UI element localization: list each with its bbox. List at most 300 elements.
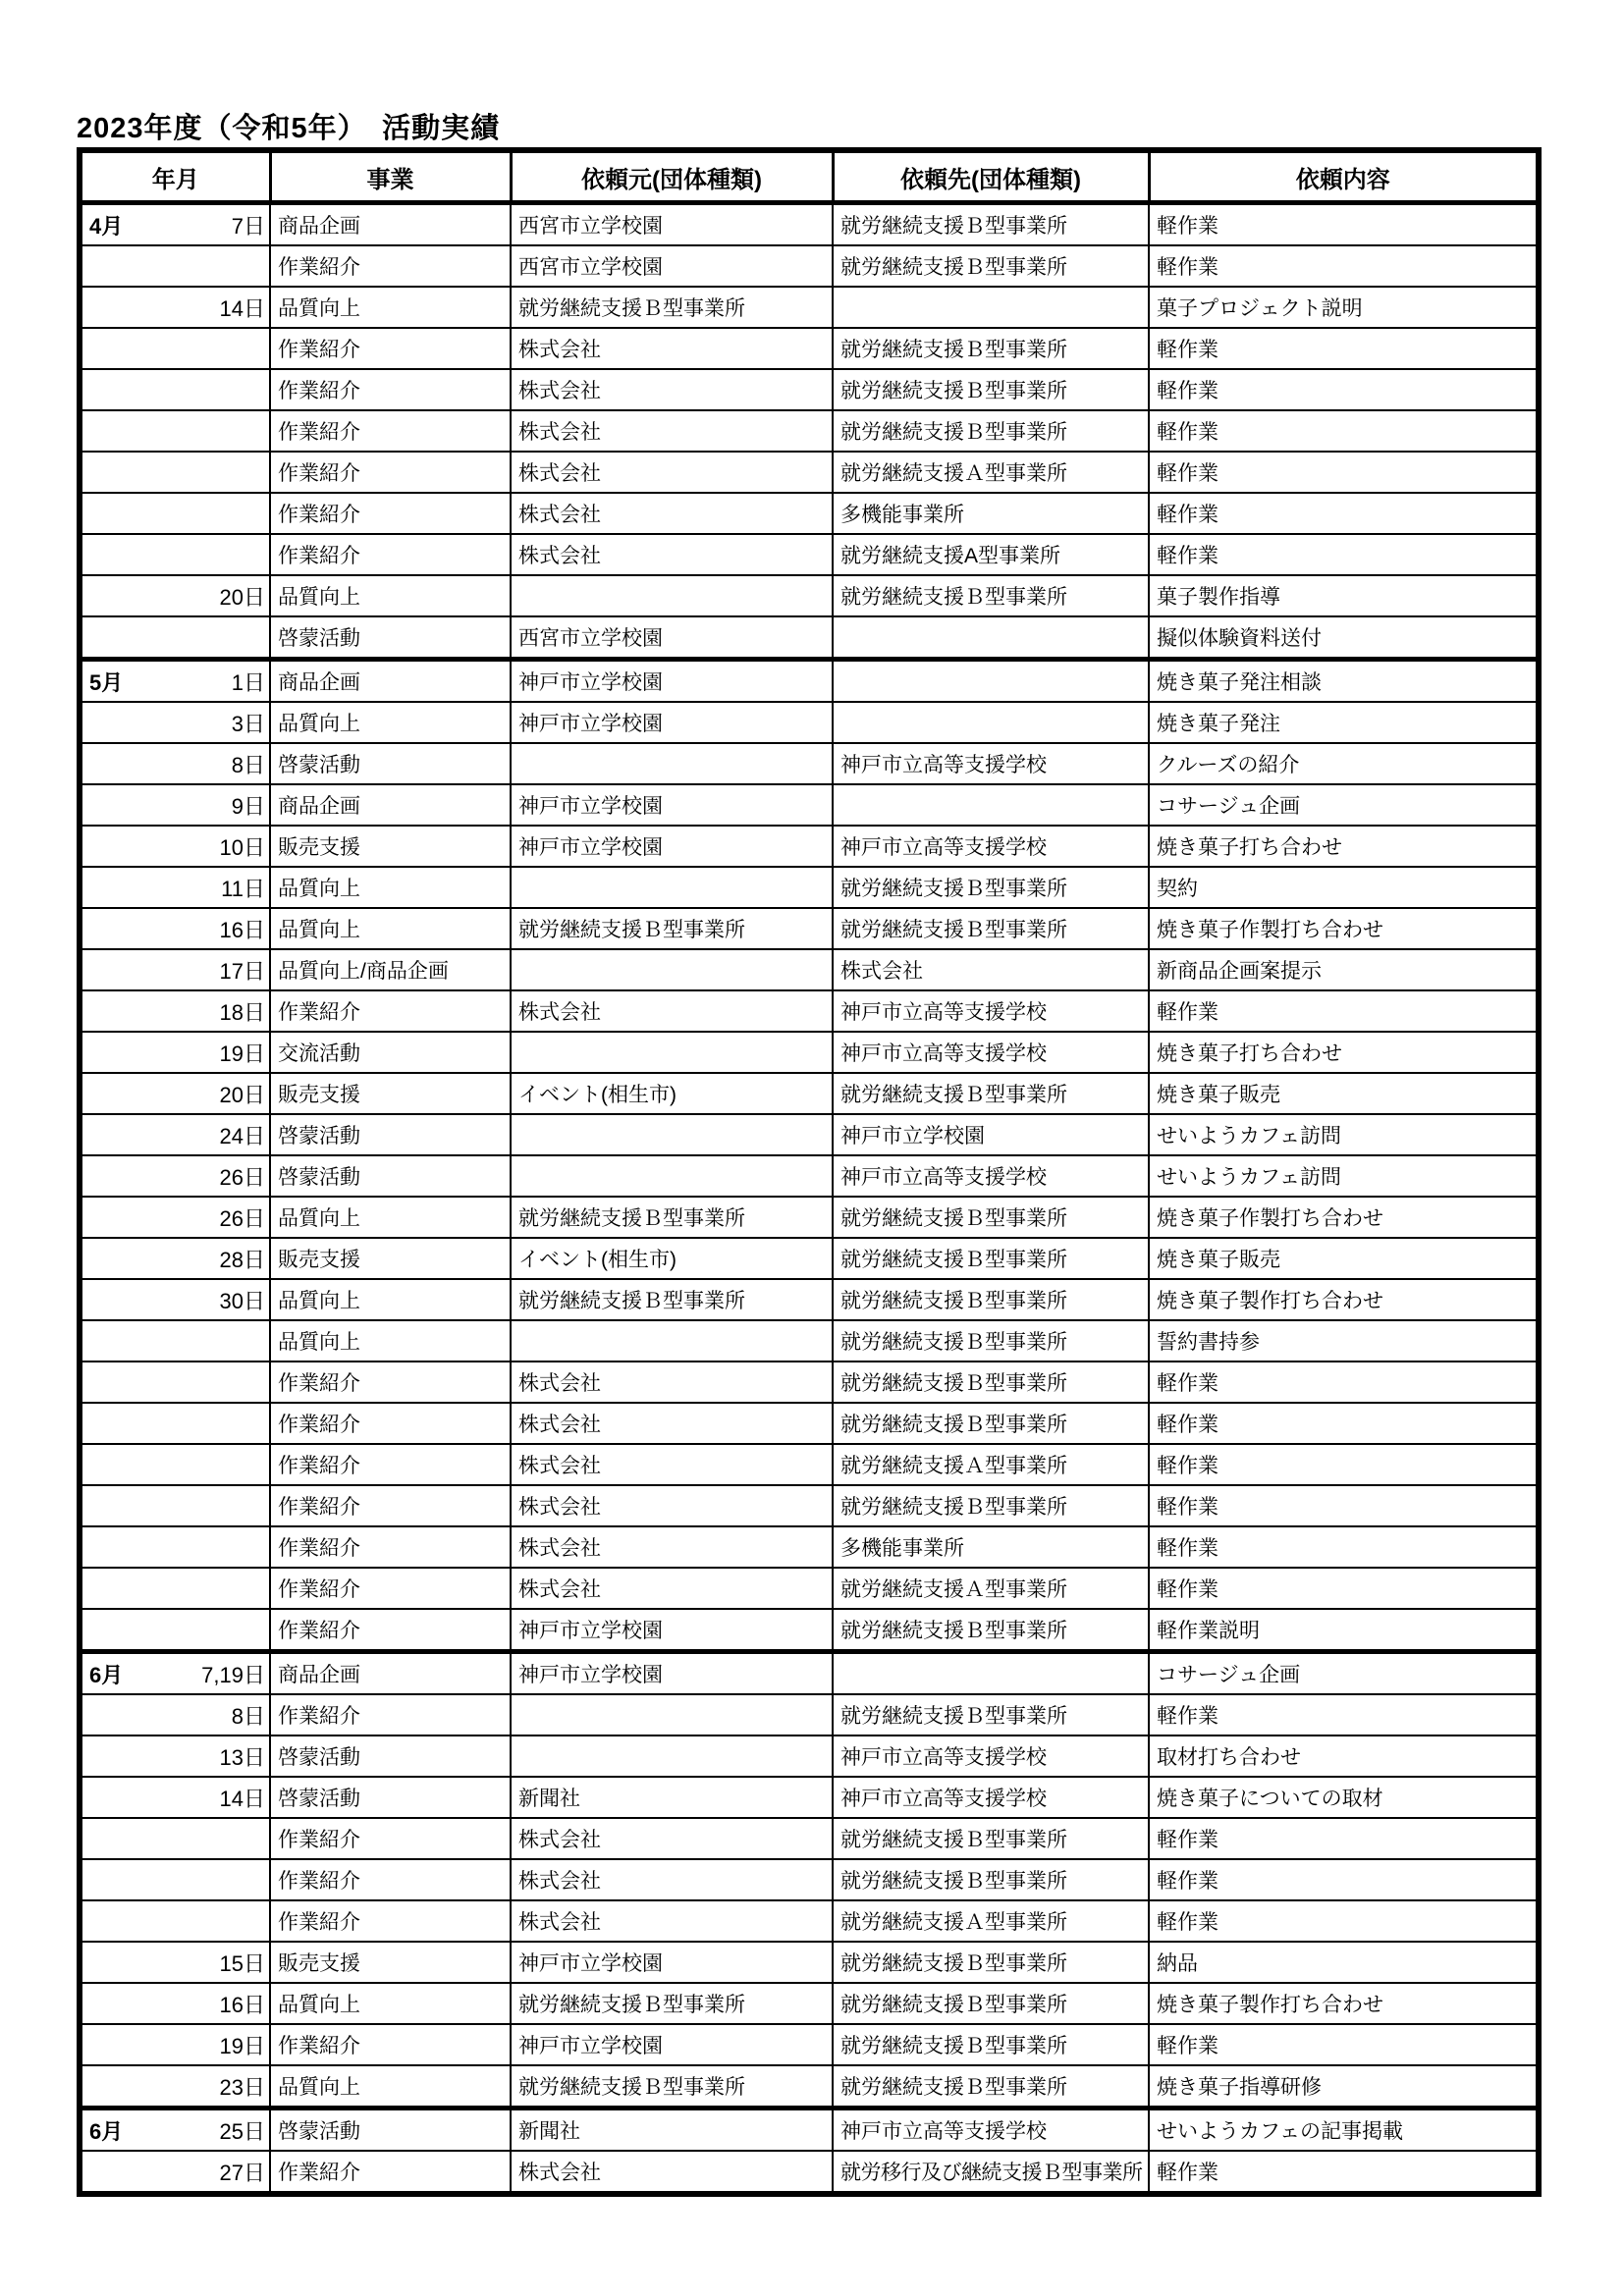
cell-business: 作業紹介: [270, 1694, 511, 1735]
cell-day: 7日: [231, 213, 265, 239]
cell-day: 19日: [219, 2033, 265, 2058]
cell-from: 株式会社: [511, 1403, 833, 1444]
cell-business: 販売支援: [270, 826, 511, 867]
cell-to: 就労継続支援Ｂ型事業所: [833, 1942, 1149, 1983]
cell-from: 株式会社: [511, 452, 833, 493]
cell-year-month: [80, 2109, 270, 2152]
cell-content: 軽作業: [1149, 452, 1539, 493]
cell-from: 株式会社: [511, 410, 833, 452]
cell-from: [511, 575, 833, 616]
cell-business: 作業紹介: [270, 1568, 511, 1609]
cell-day: 13日: [219, 1744, 265, 1770]
page-title: 2023年度（令和5年） 活動実績: [77, 113, 501, 144]
table-row: [80, 534, 1539, 575]
cell-from: 株式会社: [511, 1568, 833, 1609]
header-cell-to: 依頼先(団体種類): [833, 150, 1149, 203]
cell-from: 株式会社: [511, 1900, 833, 1942]
cell-content: 軽作業: [1149, 1526, 1539, 1568]
cell-business: 作業紹介: [270, 1900, 511, 1942]
cell-content: 菓子プロジェクト説明: [1149, 287, 1539, 328]
cell-to: 就労継続支援Ｂ型事業所: [833, 328, 1149, 369]
cell-year-month: [80, 908, 270, 949]
cell-from: 新聞社: [511, 2109, 833, 2152]
cell-business: 作業紹介: [270, 1362, 511, 1403]
cell-to: 就労継続支援Ｂ型事業所: [833, 1694, 1149, 1735]
cell-day: 11日: [221, 876, 265, 901]
cell-content: 焼き菓子作製打ち合わせ: [1149, 1197, 1539, 1238]
cell-content: 軽作業: [1149, 2151, 1539, 2194]
table-row: [80, 1032, 1539, 1073]
cell-to: 神戸市立学校園: [833, 1114, 1149, 1155]
cell-from: 株式会社: [511, 2151, 833, 2194]
cell-to: 就労継続支援Ａ型事業所: [833, 1444, 1149, 1485]
cell-year-month: [80, 2065, 270, 2109]
cell-from: 神戸市立学校園: [511, 826, 833, 867]
cell-to: 神戸市立高等支援学校: [833, 1777, 1149, 1818]
cell-from: 神戸市立学校園: [511, 784, 833, 826]
cell-business: 品質向上: [270, 702, 511, 743]
cell-content: 焼き菓子製作打ち合わせ: [1149, 1983, 1539, 2024]
cell-year-month: [80, 1526, 270, 1568]
cell-year-month: [80, 534, 270, 575]
table-row: [80, 1609, 1539, 1652]
cell-to: 就労継続支援A型事業所: [833, 534, 1149, 575]
cell-content: 焼き菓子指導研修: [1149, 2065, 1539, 2109]
cell-from: 神戸市立学校園: [511, 660, 833, 703]
table-row: [80, 1777, 1539, 1818]
table-row: [80, 493, 1539, 534]
table-row: [80, 245, 1539, 287]
cell-year-month: [80, 616, 270, 660]
cell-day: 18日: [219, 999, 265, 1025]
cell-to: 就労継続支援Ｂ型事業所: [833, 1238, 1149, 1279]
cell-business: 作業紹介: [270, 1859, 511, 1900]
cell-from: [511, 867, 833, 908]
cell-year-month: [80, 1818, 270, 1859]
cell-day: 23日: [219, 2074, 265, 2100]
table-row: [80, 616, 1539, 660]
cell-business: 商品企画: [270, 784, 511, 826]
table-row: [80, 1694, 1539, 1735]
cell-year-month: [80, 410, 270, 452]
cell-content: 新商品企画案提示: [1149, 949, 1539, 990]
cell-content: 取材打ち合わせ: [1149, 1735, 1539, 1777]
cell-content: 軽作業: [1149, 1859, 1539, 1900]
cell-day: 7,19日: [201, 1662, 265, 1687]
cell-from: 株式会社: [511, 328, 833, 369]
cell-year-month: [80, 1114, 270, 1155]
cell-content: せいようカフェ訪問: [1149, 1114, 1539, 1155]
cell-business: 品質向上: [270, 908, 511, 949]
cell-business: 作業紹介: [270, 328, 511, 369]
cell-day: 8日: [231, 1703, 265, 1729]
table-row: [80, 1320, 1539, 1362]
table-row: [80, 1526, 1539, 1568]
cell-year-month: [80, 369, 270, 410]
cell-year-month: [80, 1568, 270, 1609]
cell-business: 品質向上: [270, 1983, 511, 2024]
cell-business: 販売支援: [270, 1942, 511, 1983]
cell-from: 株式会社: [511, 369, 833, 410]
cell-day: 16日: [219, 1992, 265, 2017]
table-row: [80, 949, 1539, 990]
cell-business: 作業紹介: [270, 245, 511, 287]
cell-to: [833, 784, 1149, 826]
table-row: [80, 328, 1539, 369]
cell-year-month: [80, 1859, 270, 1900]
table-row: [80, 1073, 1539, 1114]
cell-from: [511, 1735, 833, 1777]
cell-to: 就労継続支援Ｂ型事業所: [833, 1609, 1149, 1652]
table-row: [80, 1942, 1539, 1983]
table-row: [80, 743, 1539, 784]
cell-from: 株式会社: [511, 1444, 833, 1485]
cell-content: 納品: [1149, 1942, 1539, 1983]
cell-business: 作業紹介: [270, 990, 511, 1032]
cell-from: [511, 1155, 833, 1197]
cell-business: 品質向上: [270, 867, 511, 908]
cell-content: 軽作業: [1149, 410, 1539, 452]
cell-month: 4月: [89, 213, 124, 239]
cell-from: 就労継続支援Ｂ型事業所: [511, 908, 833, 949]
cell-year-month: [80, 1238, 270, 1279]
header-cell-content: 依頼内容: [1149, 150, 1539, 203]
cell-to: [833, 1652, 1149, 1695]
cell-content: 焼き菓子作製打ち合わせ: [1149, 908, 1539, 949]
cell-year-month: [80, 743, 270, 784]
cell-to: [833, 287, 1149, 328]
cell-content: 擬似体験資料送付: [1149, 616, 1539, 660]
table-row: [80, 660, 1539, 703]
cell-to: 就労継続支援Ｂ型事業所: [833, 2065, 1149, 2109]
cell-year-month: [80, 1609, 270, 1652]
cell-to: 就労継続支援Ｂ型事業所: [833, 1983, 1149, 2024]
cell-business: 啓蒙活動: [270, 743, 511, 784]
cell-from: 西宮市立学校園: [511, 203, 833, 246]
cell-to: 就労継続支援Ａ型事業所: [833, 1568, 1149, 1609]
cell-content: クルーズの紹介: [1149, 743, 1539, 784]
table-row: [80, 287, 1539, 328]
cell-to: 就労継続支援Ｂ型事業所: [833, 1197, 1149, 1238]
cell-day: 27日: [219, 2160, 265, 2185]
cell-to: 多機能事業所: [833, 493, 1149, 534]
cell-from: 株式会社: [511, 1362, 833, 1403]
cell-business: 商品企画: [270, 660, 511, 703]
cell-year-month: [80, 1777, 270, 1818]
cell-content: 焼き菓子打ち合わせ: [1149, 1032, 1539, 1073]
cell-year-month: [80, 1983, 270, 2024]
cell-from: 株式会社: [511, 534, 833, 575]
cell-from: 神戸市立学校園: [511, 1609, 833, 1652]
cell-year-month: [80, 1197, 270, 1238]
cell-to: 就労継続支援Ａ型事業所: [833, 452, 1149, 493]
cell-from: 西宮市立学校園: [511, 245, 833, 287]
cell-to: 神戸市立高等支援学校: [833, 826, 1149, 867]
cell-year-month: [80, 990, 270, 1032]
cell-day: 26日: [219, 1164, 265, 1190]
cell-business: 啓蒙活動: [270, 616, 511, 660]
cell-content: 軽作業説明: [1149, 1609, 1539, 1652]
cell-month: 5月: [89, 669, 124, 695]
cell-year-month: [80, 949, 270, 990]
cell-year-month: [80, 1073, 270, 1114]
cell-day: 9日: [231, 793, 265, 819]
cell-to: 就労継続支援Ｂ型事業所: [833, 245, 1149, 287]
cell-to: 神戸市立高等支援学校: [833, 743, 1149, 784]
cell-year-month: [80, 493, 270, 534]
cell-content: 焼き菓子製作打ち合わせ: [1149, 1279, 1539, 1320]
cell-to: 就労継続支援Ｂ型事業所: [833, 203, 1149, 246]
cell-business: 商品企画: [270, 1652, 511, 1695]
table-row: [80, 1859, 1539, 1900]
cell-business: 作業紹介: [270, 534, 511, 575]
table-row: [80, 990, 1539, 1032]
cell-content: 軽作業: [1149, 1403, 1539, 1444]
cell-month: 6月: [89, 1662, 124, 1687]
cell-to: 神戸市立高等支援学校: [833, 990, 1149, 1032]
cell-business: 啓蒙活動: [270, 1155, 511, 1197]
cell-to: 就労継続支援Ｂ型事業所: [833, 1073, 1149, 1114]
activity-table-body: [80, 203, 1539, 2195]
cell-content: せいようカフェの記事掲載: [1149, 2109, 1539, 2152]
table-row: [80, 1238, 1539, 1279]
table-row: [80, 784, 1539, 826]
cell-from: 神戸市立学校園: [511, 702, 833, 743]
cell-business: 作業紹介: [270, 452, 511, 493]
cell-to: 就労継続支援Ｂ型事業所: [833, 1859, 1149, 1900]
cell-year-month: [80, 1444, 270, 1485]
cell-content: 焼き菓子発注: [1149, 702, 1539, 743]
cell-to: [833, 702, 1149, 743]
table-row: [80, 369, 1539, 410]
header-row: [80, 150, 1539, 203]
cell-to: 就労移行及び継続支援Ｂ型事業所: [833, 2151, 1149, 2194]
cell-business: 啓蒙活動: [270, 1777, 511, 1818]
cell-year-month: [80, 575, 270, 616]
table-row: [80, 1568, 1539, 1609]
cell-year-month: [80, 867, 270, 908]
cell-from: 西宮市立学校園: [511, 616, 833, 660]
cell-year-month: [80, 660, 270, 703]
cell-day: 19日: [219, 1041, 265, 1066]
cell-business: 作業紹介: [270, 1609, 511, 1652]
cell-business: 啓蒙活動: [270, 1114, 511, 1155]
cell-business: 品質向上: [270, 1320, 511, 1362]
cell-content: 軽作業: [1149, 493, 1539, 534]
cell-content: 契約: [1149, 867, 1539, 908]
cell-from: [511, 1032, 833, 1073]
cell-from: [511, 1694, 833, 1735]
cell-from: 就労継続支援Ｂ型事業所: [511, 2065, 833, 2109]
cell-business: 作業紹介: [270, 369, 511, 410]
cell-business: 品質向上: [270, 1197, 511, 1238]
cell-content: 軽作業: [1149, 1568, 1539, 1609]
cell-business: 交流活動: [270, 1032, 511, 1073]
cell-to: 神戸市立高等支援学校: [833, 2109, 1149, 2152]
cell-from: 株式会社: [511, 1526, 833, 1568]
cell-year-month: [80, 826, 270, 867]
cell-year-month: [80, 1403, 270, 1444]
cell-day: 24日: [219, 1123, 265, 1148]
cell-content: 軽作業: [1149, 1444, 1539, 1485]
header-cell-from: 依頼元(団体種類): [511, 150, 833, 203]
table-row: [80, 1403, 1539, 1444]
cell-from: [511, 1320, 833, 1362]
cell-content: 焼き菓子販売: [1149, 1073, 1539, 1114]
cell-day: 1日: [231, 669, 265, 695]
cell-to: 就労継続支援Ｂ型事業所: [833, 410, 1149, 452]
cell-from: 就労継続支援Ｂ型事業所: [511, 1197, 833, 1238]
cell-from: 神戸市立学校園: [511, 1652, 833, 1695]
table-row: [80, 1983, 1539, 2024]
cell-content: 軽作業: [1149, 1485, 1539, 1526]
cell-from: 株式会社: [511, 493, 833, 534]
cell-from: 株式会社: [511, 1485, 833, 1526]
cell-to: 就労継続支援Ｂ型事業所: [833, 575, 1149, 616]
cell-business: 作業紹介: [270, 2024, 511, 2065]
cell-year-month: [80, 1362, 270, 1403]
cell-content: 誓約書持参: [1149, 1320, 1539, 1362]
cell-business: 作業紹介: [270, 1444, 511, 1485]
cell-content: 軽作業: [1149, 990, 1539, 1032]
cell-day: 30日: [219, 1288, 265, 1313]
cell-content: 軽作業: [1149, 328, 1539, 369]
table-row: [80, 1444, 1539, 1485]
cell-year-month: [80, 784, 270, 826]
table-row: [80, 1362, 1539, 1403]
cell-content: コサージュ企画: [1149, 1652, 1539, 1695]
cell-content: せいようカフェ訪問: [1149, 1155, 1539, 1197]
table-row: [80, 2109, 1539, 2152]
cell-year-month: [80, 1735, 270, 1777]
cell-from: イベント(相生市): [511, 1238, 833, 1279]
cell-year-month: [80, 328, 270, 369]
cell-business: 作業紹介: [270, 2151, 511, 2194]
table-row: [80, 908, 1539, 949]
cell-to: 就労継続支援Ｂ型事業所: [833, 1279, 1149, 1320]
header-cell-year-month: 年月: [80, 150, 270, 203]
cell-year-month: [80, 203, 270, 246]
table-row: [80, 826, 1539, 867]
cell-content: 軽作業: [1149, 1362, 1539, 1403]
cell-content: 軽作業: [1149, 369, 1539, 410]
cell-content: 菓子製作指導: [1149, 575, 1539, 616]
cell-year-month: [80, 702, 270, 743]
cell-day: 8日: [231, 752, 265, 777]
cell-year-month: [80, 1652, 270, 1695]
cell-to: 神戸市立高等支援学校: [833, 1032, 1149, 1073]
cell-to: 就労継続支援Ｂ型事業所: [833, 1362, 1149, 1403]
cell-day: 16日: [219, 917, 265, 942]
table-row: [80, 867, 1539, 908]
cell-business: 品質向上: [270, 287, 511, 328]
table-row: [80, 1114, 1539, 1155]
cell-to: [833, 616, 1149, 660]
table-row: [80, 410, 1539, 452]
cell-year-month: [80, 1942, 270, 1983]
cell-to: 就労継続支援Ｂ型事業所: [833, 2024, 1149, 2065]
cell-day: 17日: [219, 958, 265, 984]
table-row: [80, 1818, 1539, 1859]
cell-year-month: [80, 452, 270, 493]
table-row: [80, 1155, 1539, 1197]
cell-content: 軽作業: [1149, 534, 1539, 575]
cell-from: 就労継続支援Ｂ型事業所: [511, 287, 833, 328]
table-row: [80, 2151, 1539, 2194]
cell-to: 神戸市立高等支援学校: [833, 1155, 1149, 1197]
cell-from: [511, 949, 833, 990]
table-row: [80, 203, 1539, 246]
cell-content: 軽作業: [1149, 1900, 1539, 1942]
cell-day: 20日: [219, 584, 265, 610]
table-row: [80, 1652, 1539, 1695]
cell-business: 品質向上/商品企画: [270, 949, 511, 990]
cell-from: [511, 743, 833, 784]
cell-business: 作業紹介: [270, 410, 511, 452]
cell-from: 就労継続支援Ｂ型事業所: [511, 1279, 833, 1320]
cell-business: 作業紹介: [270, 1485, 511, 1526]
cell-day: 20日: [219, 1082, 265, 1107]
cell-from: 新聞社: [511, 1777, 833, 1818]
cell-from: 神戸市立学校園: [511, 1942, 833, 1983]
cell-business: 作業紹介: [270, 1818, 511, 1859]
cell-content: 軽作業: [1149, 245, 1539, 287]
cell-day: 26日: [219, 1205, 265, 1231]
cell-year-month: [80, 1279, 270, 1320]
table-row: [80, 1735, 1539, 1777]
cell-business: 販売支援: [270, 1073, 511, 1114]
table-row: [80, 2065, 1539, 2109]
header-cell-business: 事業: [270, 150, 511, 203]
table-row: [80, 452, 1539, 493]
cell-year-month: [80, 2024, 270, 2065]
cell-to: 就労継続支援Ｂ型事業所: [833, 908, 1149, 949]
cell-to: 就労継続支援Ｂ型事業所: [833, 1485, 1149, 1526]
cell-year-month: [80, 2151, 270, 2194]
cell-business: 品質向上: [270, 1279, 511, 1320]
cell-to: 株式会社: [833, 949, 1149, 990]
cell-day: 25日: [219, 2118, 265, 2144]
cell-business: 作業紹介: [270, 493, 511, 534]
cell-from: 株式会社: [511, 1859, 833, 1900]
cell-business: 販売支援: [270, 1238, 511, 1279]
cell-year-month: [80, 287, 270, 328]
cell-year-month: [80, 1032, 270, 1073]
cell-to: 就労継続支援Ｂ型事業所: [833, 1818, 1149, 1859]
cell-from: 就労継続支援Ｂ型事業所: [511, 1983, 833, 2024]
cell-to: 就労継続支援Ｂ型事業所: [833, 1403, 1149, 1444]
cell-content: 焼き菓子発注相談: [1149, 660, 1539, 703]
cell-business: 啓蒙活動: [270, 1735, 511, 1777]
cell-month: 6月: [89, 2118, 124, 2144]
cell-from: 株式会社: [511, 1818, 833, 1859]
cell-content: 焼き菓子販売: [1149, 1238, 1539, 1279]
cell-day: 14日: [219, 1786, 265, 1811]
table-row: [80, 2024, 1539, 2065]
cell-to: 多機能事業所: [833, 1526, 1149, 1568]
cell-from: 神戸市立学校園: [511, 2024, 833, 2065]
table-row: [80, 1197, 1539, 1238]
cell-day: 3日: [231, 711, 265, 736]
cell-content: コサージュ企画: [1149, 784, 1539, 826]
cell-day: 15日: [219, 1950, 265, 1976]
activity-table: [77, 147, 1542, 2197]
cell-year-month: [80, 1900, 270, 1942]
cell-content: 焼き菓子打ち合わせ: [1149, 826, 1539, 867]
table-row: [80, 575, 1539, 616]
cell-business: 品質向上: [270, 2065, 511, 2109]
cell-from: 株式会社: [511, 990, 833, 1032]
